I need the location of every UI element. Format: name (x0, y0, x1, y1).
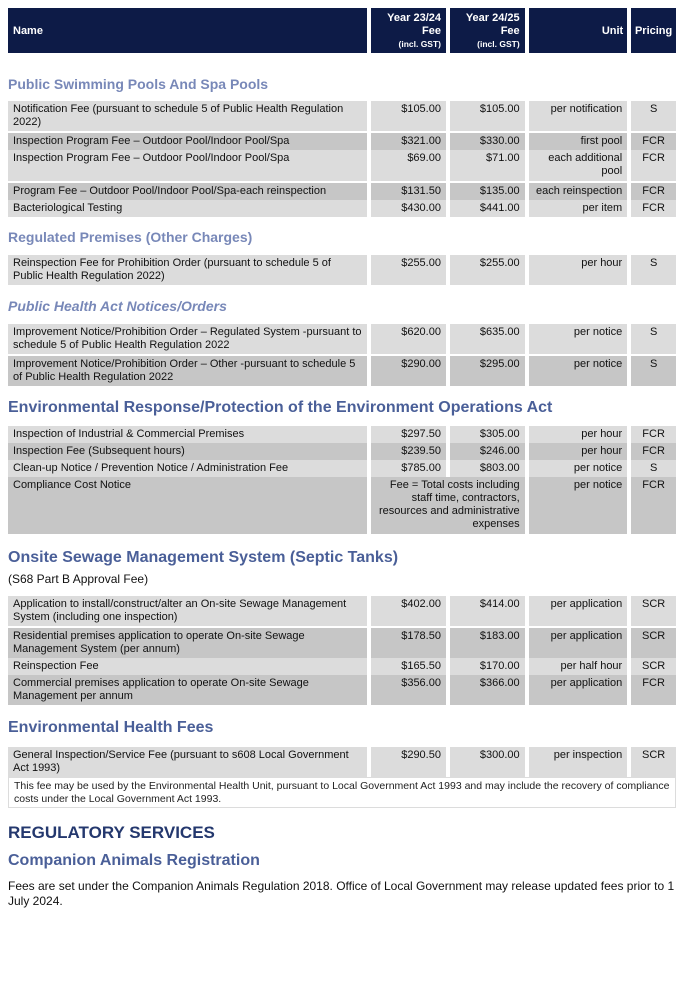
pools-table (8, 101, 676, 217)
table-row (8, 150, 676, 181)
row-name: Program Fee – Outdoor Pool/Indoor Pool/Spa-each reinspection (8, 183, 367, 200)
section-title-env: Environmental Response/Protection of the Environment Operations Act (8, 399, 553, 416)
row-name: Reinspection Fee for Prohibition Order (pursuant to schedule 5 of Public Health Regulation 2022) (8, 255, 367, 285)
row-name: General Inspection/Service Fee (pursuant to s608 Local Government Act 1993) (8, 747, 367, 777)
section-title-regulated: Regulated Premises (Other Charges) (8, 229, 253, 245)
row-name: Inspection Program Fee – Outdoor Pool/Indoor Pool/Spa (8, 150, 367, 181)
row-fee-2324: $402.00 (371, 596, 446, 626)
header-year-2425-gst: (incl. GST) (477, 39, 520, 49)
row-pricing: FCR (631, 426, 676, 443)
row-unit: per application (529, 675, 628, 705)
row-fee-2425: $71.00 (450, 150, 525, 181)
row-fee-2425: $635.00 (450, 324, 525, 354)
row-unit: per application (529, 628, 628, 658)
row-fee-2425: $305.00 (450, 426, 525, 443)
row-name: Improvement Notice/Prohibition Order – Other -pursuant to schedule 5 of Public Health Regulation 2022 (8, 356, 367, 386)
header-year-2324-fee: Fee (422, 25, 441, 37)
row-fee-2425: $170.00 (450, 658, 525, 675)
table-row (8, 183, 676, 200)
row-pricing: SCR (631, 658, 676, 675)
row-unit: per application (529, 596, 628, 626)
section-title-pha: Public Health Act Notices/Orders (8, 298, 227, 314)
row-name: Clean-up Notice / Prevention Notice / Administration Fee (8, 460, 367, 477)
row-name: Application to install/construct/alter an On-site Sewage Management System (including one inspection) (8, 596, 367, 626)
row-fee-2425: $295.00 (450, 356, 525, 386)
row-pricing: S (631, 324, 676, 354)
row-pricing: S (631, 255, 676, 285)
row-unit: per hour (529, 255, 628, 285)
table-row (8, 460, 676, 477)
row-unit: per notice (529, 356, 628, 386)
row-pricing: FCR (631, 183, 676, 200)
header-year-2324-gst: (incl. GST) (398, 39, 441, 49)
header-year-2324-label: Year 23/24 (387, 12, 441, 24)
table-row (8, 596, 676, 626)
row-fee-2425: $183.00 (450, 628, 525, 658)
table-row (8, 426, 676, 443)
table-row (8, 477, 676, 534)
row-fee-2324: $239.50 (371, 443, 446, 460)
row-pricing: S (631, 101, 676, 131)
row-name: Residential premises application to operate On-site Sewage Management System (per annum) (8, 628, 367, 658)
table-row (8, 200, 676, 217)
table-row (8, 324, 676, 354)
table-row (8, 658, 676, 675)
row-fee-2425: $414.00 (450, 596, 525, 626)
row-fee-2425: $255.00 (450, 255, 525, 285)
header-year-2425-label: Year 24/25 (465, 12, 520, 24)
row-name: Inspection Program Fee – Outdoor Pool/Indoor Pool/Spa (8, 133, 367, 150)
row-fee-description: Fee = Total costs including staff time, contractors, resources and administrative expenses (371, 477, 524, 534)
row-fee-2425: $803.00 (450, 460, 525, 477)
section-title-pools: Public Swimming Pools And Spa Pools (8, 76, 269, 92)
row-name: Compliance Cost Notice (8, 477, 367, 534)
row-name: Improvement Notice/Prohibition Order – Regulated System -pursuant to schedule 5 of Public Health Regulation 2022 (8, 324, 367, 354)
row-fee-2324: $321.00 (371, 133, 446, 150)
header-year-2425-fee: Fee (500, 25, 520, 37)
row-unit: each additional pool (529, 150, 628, 181)
row-fee-2324: $290.00 (371, 356, 446, 386)
row-pricing: FCR (631, 150, 676, 181)
section-subtitle-sewage: (S68 Part B Approval Fee) (8, 572, 149, 586)
row-unit: each reinspection (529, 183, 628, 200)
row-name: Bacteriological Testing (8, 200, 367, 217)
row-fee-2324: $69.00 (371, 150, 446, 181)
row-name: Commercial premises application to operate On-site Sewage Management per annum (8, 675, 367, 705)
table-row (8, 443, 676, 460)
header-pricing: Pricing (631, 8, 676, 53)
companion-text: Fees are set under the Companion Animals Regulation 2018. Office of Local Government may release updated fees prior to 1 July 2024. (8, 879, 675, 908)
row-fee-2425: $246.00 (450, 443, 525, 460)
row-fee-2425: $105.00 (450, 101, 525, 131)
table-row (8, 356, 676, 386)
row-name: Notification Fee (pursuant to schedule 5 of Public Health Regulation 2022) (8, 101, 367, 131)
row-unit: per hour (529, 426, 628, 443)
row-fee-2324: $356.00 (371, 675, 446, 705)
row-unit: per notice (529, 477, 628, 534)
row-name: Inspection of Industrial & Commercial Premises (8, 426, 367, 443)
table-row (8, 628, 676, 658)
row-pricing: S (631, 460, 676, 477)
row-fee-2324: $430.00 (371, 200, 446, 217)
row-fee-2324: $105.00 (371, 101, 446, 131)
section-title-companion: Companion Animals Registration (8, 852, 260, 869)
row-fee-2324: $131.50 (371, 183, 446, 200)
table-row (8, 101, 676, 131)
row-name: Reinspection Fee (8, 658, 367, 675)
row-pricing: SCR (631, 747, 676, 777)
table-header (8, 8, 676, 53)
row-pricing: FCR (631, 477, 676, 534)
row-fee-2324: $297.50 (371, 426, 446, 443)
row-fee-2425: $441.00 (450, 200, 525, 217)
row-fee-2425: $330.00 (450, 133, 525, 150)
row-fee-2324: $290.50 (371, 747, 446, 777)
section-title-ehf: Environmental Health Fees (8, 719, 214, 736)
row-unit: per inspection (529, 747, 628, 777)
row-unit: per item (529, 200, 628, 217)
table-row (8, 675, 676, 705)
row-fee-2324: $165.50 (371, 658, 446, 675)
row-pricing: S (631, 356, 676, 386)
section-title-sewage: Onsite Sewage Management System (Septic Tanks) (8, 549, 399, 566)
row-fee-2425: $366.00 (450, 675, 525, 705)
row-fee-2324: $620.00 (371, 324, 446, 354)
table-row (8, 133, 676, 150)
row-name: Inspection Fee (Subsequent hours) (8, 443, 367, 460)
header-year-2425 (450, 8, 525, 53)
row-pricing: FCR (631, 133, 676, 150)
fee-schedule-page (8, 8, 676, 909)
row-pricing: FCR (631, 443, 676, 460)
row-unit: per notice (529, 324, 628, 354)
row-fee-2324: $785.00 (371, 460, 446, 477)
row-unit: per notification (529, 101, 628, 131)
row-unit: per hour (529, 443, 628, 460)
row-unit: per half hour (529, 658, 628, 675)
section-title-regulatory: REGULATORY SERVICES (8, 823, 215, 842)
row-fee-2324: $178.50 (371, 628, 446, 658)
row-pricing: SCR (631, 596, 676, 626)
row-unit: first pool (529, 133, 628, 150)
row-fee-2324: $255.00 (371, 255, 446, 285)
table-row (8, 255, 676, 285)
header-unit: Unit (529, 8, 628, 53)
header-year-2324 (371, 8, 446, 53)
row-unit: per notice (529, 460, 628, 477)
row-pricing: SCR (631, 628, 676, 658)
row-pricing: FCR (631, 675, 676, 705)
row-fee-2425: $300.00 (450, 747, 525, 777)
header-name: Name (8, 8, 367, 53)
row-pricing: FCR (631, 200, 676, 217)
table-row (8, 747, 676, 777)
ehf-note: This fee may be used by the Environmental Health Unit, pursuant to Local Government Act 1993 and may include the recovery of compliance costs under the Local Government Act 1993. (8, 777, 676, 808)
row-fee-2425: $135.00 (450, 183, 525, 200)
